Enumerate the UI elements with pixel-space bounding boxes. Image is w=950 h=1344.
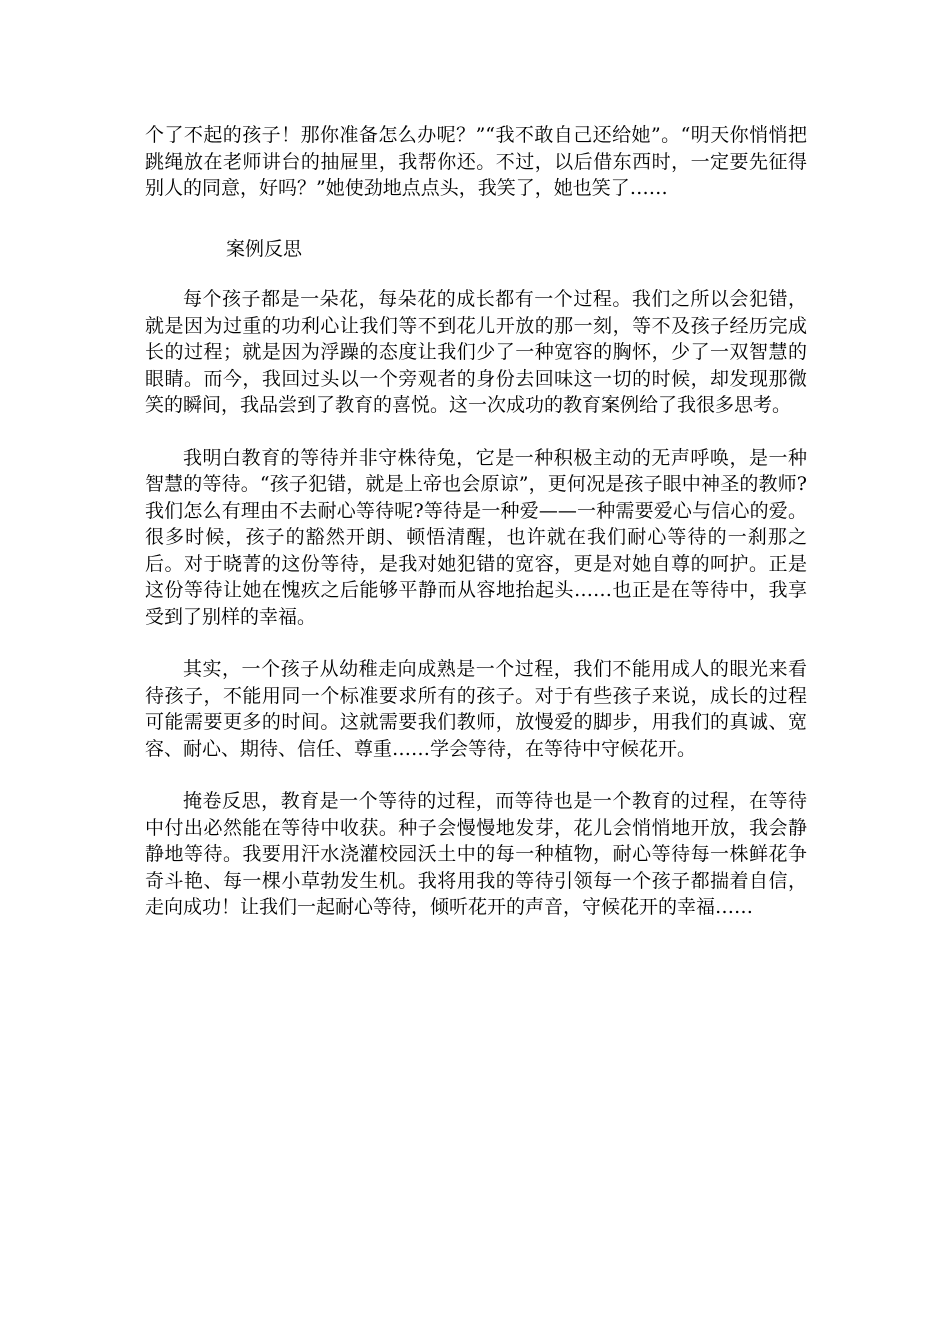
opening-paragraph: 个了不起的孩子！那你准备怎么办呢？”“我不敢自己还给她”。“明天你悄悄把跳绳放在老师讲台的抽屉里，我帮你还。不过，以后借东西时，一定要先征得别人的同意，好吗？”她使劲地点点头，我笑了，她也笑了…… — [145, 124, 807, 199]
body-paragraph: 其实，一个孩子从幼稚走向成熟是一个过程，我们不能用成人的眼光来看待孩子，不能用同一个标准要求所有的孩子。对于有些孩子来说，成长的过程可能需要更多的时间。这就需要我们教师，放慢爱的脚步，用我们的真诚、宽容、耐心、期待、信任、尊重……学会等待，在等待中守候花开。 — [145, 658, 807, 760]
document-body — [145, 122, 807, 947]
body-paragraph: 我明白教育的等待并非守株待兔，它是一种积极主动的无声呼唤，是一种智慧的等待。“孩子犯错，就是上帝也会原谅”，更何况是孩子眼中神圣的教师?我们怎么有理由不去耐心等待呢?等待是一种爱——一种需要爱心与信心的爱。很多时候，孩子的豁然开朗、顿悟清醒，也许就在我们耐心等待的一刹那之后。对于晓菁的这份等待，是我对她犯错的宽容，更是对她自尊的呵护。正是这份等待让她在愧疚之后能够平静而从容地抬起头……也正是在等待中，我享受到了别样的幸福。 — [145, 446, 807, 628]
body-paragraph: 每个孩子都是一朵花，每朵花的成长都有一个过程。我们之所以会犯错，就是因为过重的功利心让我们等不到花儿开放的那一刻，等不及孩子经历完成长的过程；就是因为浮躁的态度让我们少了一种宽容的胸怀，少了一双智慧的眼睛。而今，我回过头以一个旁观者的身份去回味这一切的时候，却发现那微笑的瞬间，我品尝到了教育的喜悦。这一次成功的教育案例给了我很多思考。 — [145, 288, 807, 416]
body-paragraph: 掩卷反思，教育是一个等待的过程，而等待也是一个教育的过程，在等待中付出必然能在等待中收获。种子会慢慢地发芽，花儿会悄悄地开放，我会静静地等待。我要用汗水浇灌校园沃土中的每一种植物，耐心等待每一株鲜花争奇斗艳、每一棵小草勃发生机。我将用我的等待引领每一个孩子都揣着自信，走向成功！让我们一起耐心等待，倾听花开的声音，守候花开的幸福…… — [145, 790, 807, 918]
section-heading: 案例反思 — [226, 237, 303, 260]
